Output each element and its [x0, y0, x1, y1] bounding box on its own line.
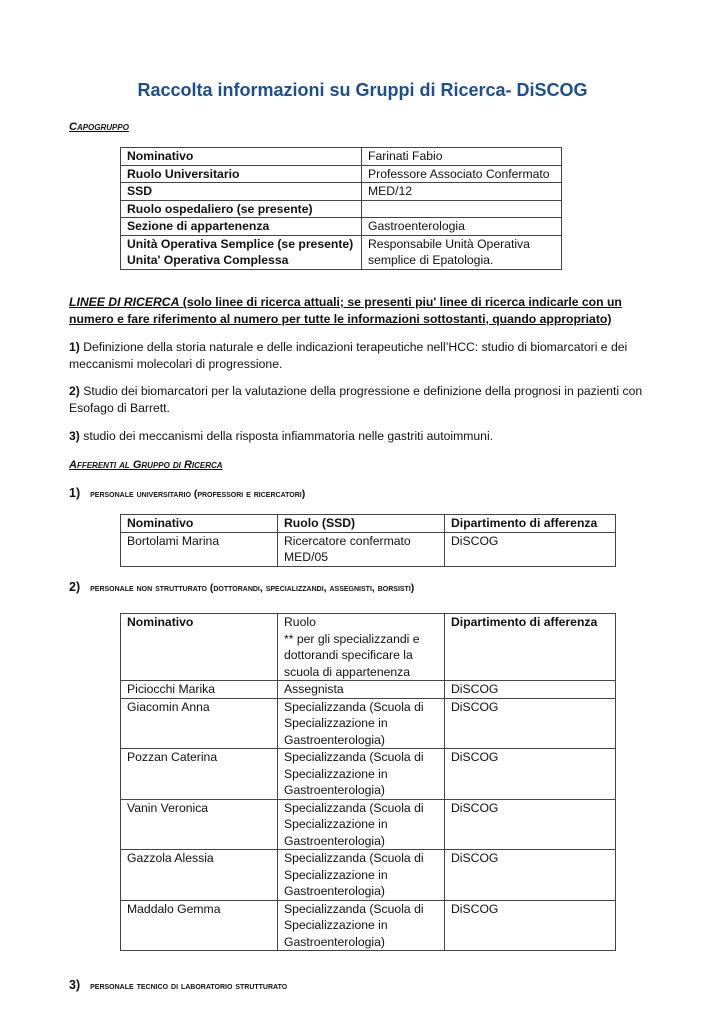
- table-cell: Specializzanda (Scuola di Specializzazione in Gastroenterologia): [278, 698, 445, 749]
- table-cell: Specializzanda (Scuola di Specializzazione in Gastroenterologia): [278, 850, 445, 901]
- value-cell: Farinati Fabio: [362, 148, 562, 166]
- table-cell: Giacomin Anna: [121, 698, 278, 749]
- column-header: Nominativo: [121, 614, 278, 681]
- linea-text: Definizione della storia naturale e delle indicazioni terapeutiche nell’HCC: studio di biomarcatori e dei meccanismi molecolari di progressione.: [69, 340, 628, 371]
- personale-universitario-table: [120, 514, 616, 567]
- value-cell: Responsabile Unità Operativa: [368, 236, 530, 251]
- table-cell: Specializzanda (Scuola di Specializzazione in Gastroenterologia): [278, 749, 445, 800]
- column-header: Nominativo: [121, 515, 278, 533]
- table-row: [121, 165, 562, 183]
- table-cell: Vanin Veronica: [121, 799, 278, 850]
- linee-heading-italic: LINEE DI RICERCA: [69, 295, 180, 309]
- linea-number: 2): [69, 384, 80, 398]
- column-header: Dipartimento di afferenza: [445, 614, 616, 681]
- table-cell: DiSCOG: [445, 900, 616, 951]
- table-row: [121, 850, 616, 901]
- afferenti-heading: Afferenti al Gruppo di Ricerca: [69, 459, 223, 471]
- column-header: Ruolo (SSD): [278, 515, 445, 533]
- label-cell: Unità Operativa Semplice (se presente): [127, 236, 354, 251]
- linee-heading: [69, 294, 654, 327]
- column-header: Dipartimento di afferenza: [445, 515, 616, 533]
- capogruppo-table: [120, 147, 562, 270]
- table-cell: DiSCOG: [445, 681, 616, 699]
- section-3-heading: [69, 978, 287, 992]
- linea-item: [69, 339, 659, 372]
- section-title: personale universitario (professori e ricercatori): [90, 488, 306, 500]
- table-row: [121, 799, 616, 850]
- label-cell: Nominativo: [121, 148, 362, 166]
- column-header: Ruolo: [284, 615, 316, 629]
- section-number: 3): [69, 978, 81, 992]
- table-cell: Specializzanda (Scuola di Specializzazione in Gastroenterologia): [278, 900, 445, 951]
- label-cell: Ruolo ospedaliero (se presente): [121, 200, 362, 218]
- table-row: [121, 900, 616, 951]
- table-row: [121, 698, 616, 749]
- table-header-row: [121, 614, 616, 681]
- table-cell: Maddalo Gemma: [121, 900, 278, 951]
- table-cell: Pozzan Caterina: [121, 749, 278, 800]
- table-cell: DiSCOG: [445, 850, 616, 901]
- value-cell: [362, 200, 562, 218]
- section-title: personale tecnico di laboratorio strutturato: [90, 980, 288, 992]
- value-cell: Gastroenterologia: [362, 218, 562, 236]
- label-cell: Sezione di appartenenza: [121, 218, 362, 236]
- table-row: [121, 532, 616, 566]
- section-number: 1): [69, 486, 81, 500]
- linea-text: studio dei meccanismi della risposta infiammatoria nelle gastriti autoimmuni.: [79, 429, 494, 443]
- linea-item: [69, 383, 659, 416]
- value-cell: Professore Associato Confermato: [362, 165, 562, 183]
- table-cell: Gazzola Alessia: [121, 850, 278, 901]
- table-cell: Assegnista: [278, 681, 445, 699]
- page-title: Raccolta informazioni su Gruppi di Ricerca- DiSCOG: [137, 80, 588, 100]
- linea-item: [69, 428, 659, 445]
- table-cell: DiSCOG: [445, 749, 616, 800]
- table-cell: Ricercatore confermato MED/05: [278, 532, 445, 566]
- linea-number: 3): [69, 429, 80, 443]
- table-row: [121, 183, 562, 201]
- table-cell: DiSCOG: [445, 799, 616, 850]
- column-header-note: ** per gli specializzandi e dottorandi specificare la scuola di appartenenza: [284, 631, 420, 679]
- table-row: [121, 218, 562, 236]
- linea-number: 1): [69, 340, 80, 354]
- linee-heading-text: (solo linee di ricerca attuali; se presenti piu' linee di ricerca indicarle con un numero e fare riferimento al numero per tutte le informazioni sottostanti, quando appropriato): [69, 295, 622, 326]
- table-row: [121, 681, 616, 699]
- section-2-heading: [69, 580, 414, 594]
- table-cell: Specializzanda (Scuola di Specializzazione in Gastroenterologia): [278, 799, 445, 850]
- linea-text: Studio dei biomarcatori per la valutazione della progressione e definizione della prognosi in pazienti con Esofago di Barrett.: [69, 384, 643, 415]
- label-cell: Unita' Operativa Complessa: [127, 253, 289, 267]
- capogruppo-heading: Capogruppo: [69, 121, 129, 133]
- table-cell: DiSCOG: [445, 698, 616, 749]
- section-title: personale non strutturato (dottorandi, specializzandi, assegnisti, borsisti): [90, 582, 415, 594]
- table-cell: Piciocchi Marika: [121, 681, 278, 699]
- personale-non-strutturato-table: [120, 613, 616, 951]
- table-cell: DiSCOG: [445, 532, 616, 566]
- table-header-row: [121, 515, 616, 533]
- label-cell: SSD: [121, 183, 362, 201]
- section-1-heading: [69, 486, 305, 500]
- table-row: [121, 148, 562, 166]
- value-cell: semplice di Epatologia.: [368, 253, 494, 267]
- section-number: 2): [69, 580, 81, 594]
- table-row: [121, 235, 562, 269]
- table-row: [121, 749, 616, 800]
- label-cell: Ruolo Universitario: [121, 165, 362, 183]
- table-row: [121, 200, 562, 218]
- value-cell: MED/12: [362, 183, 562, 201]
- table-cell: Bortolami Marina: [121, 532, 278, 566]
